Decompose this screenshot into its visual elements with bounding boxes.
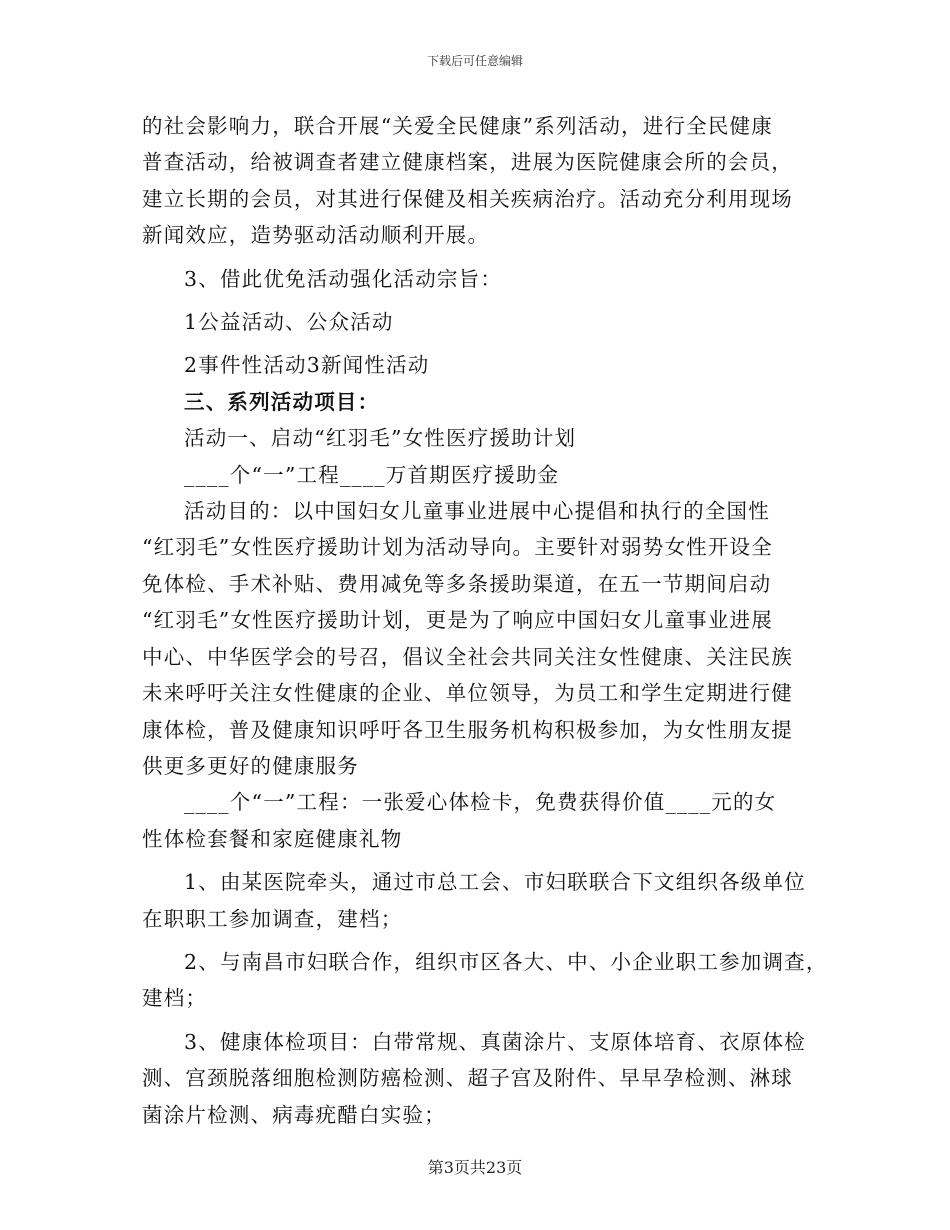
paragraph-line: 的社会影响力，联合开展“关爱全民健康”系列活动，进行全民健康 — [142, 114, 773, 138]
paragraph-line: ____个“一”工程：一张爱心体检卡，免费获得价值____元的女 — [184, 790, 777, 815]
page-number: 第3页共23页 — [427, 1158, 523, 1177]
paragraph-line: 普查活动，给被调查者建立健康档案，进展为医院健康会所的会员， — [142, 150, 793, 175]
paragraph-line: 菌涂片检测、病毒疣醋白实验； — [142, 1102, 446, 1127]
paragraph-line: 测、宫颈脱落细胞检测防癌检测、超子宫及附件、早早孕检测、淋球 — [142, 1066, 793, 1091]
paragraph-line: 中心、中华医学会的号召，倡议全社会共同关注女性健康、关注民族 — [142, 644, 793, 669]
paragraph-line: 2、与南昌市妇联合作，组织市区各大、中、小企业职工参加调查， — [184, 949, 828, 974]
paragraph-line: 在职职工参加调查，建档； — [142, 906, 403, 931]
paragraph-line: “红羽毛”女性医疗援助计划为活动导向。主要针对弱势女性开设全 — [142, 535, 773, 560]
paragraph-line: 1公益活动、公众活动 — [184, 310, 394, 335]
paragraph-line: ____个“一”工程____万首期医疗援助金 — [184, 462, 560, 487]
section-heading: 三、系列活动项目： — [184, 389, 380, 414]
paragraph-line: 建档； — [142, 986, 208, 1011]
paragraph-line: 1、由某医院牵头，通过市总工会、市妇联联合下文组织各级单位 — [184, 870, 806, 895]
paragraph-line: 建立长期的会员，对其进行保健及相关疾病治疗。活动充分利用现场 — [142, 186, 793, 211]
paragraph-line: 康体检，普及健康知识呼吁各卫生服务机构积极参加，为女性朋友提 — [142, 717, 793, 742]
paragraph-line: 活动一、启动“红羽毛”女性医疗援助计划 — [184, 426, 577, 451]
paragraph-line: 新闻效应，造势驱动活动顺利开展。 — [142, 223, 490, 248]
paragraph-line: 2事件性活动3新闻性活动 — [184, 353, 430, 378]
paragraph-line: 性体检套餐和家庭健康礼物 — [142, 826, 403, 851]
paragraph-line: 3、借此优免活动强化活动宗旨： — [184, 266, 503, 291]
paragraph-line: 活动目的：以中国妇女儿童事业进展中心提倡和执行的全国性 — [184, 499, 770, 524]
paragraph-line: 未来呼吁关注女性健康的企业、单位领导，为员工和学生定期进行健 — [142, 681, 793, 706]
paragraph-line: 免体检、手术补贴、费用减免等多条援助渠道，在五一节期间启动 — [142, 571, 772, 596]
paragraph-line: 供更多更好的健康服务 — [142, 753, 359, 778]
paragraph-line: “红羽毛”女性医疗援助计划，更是为了响应中国妇女儿童事业进展 — [142, 608, 773, 633]
page-header: 下载后可任意编辑 — [426, 54, 523, 68]
document-body — [142, 108, 828, 1133]
paragraph-line: 3、健康体检项目：白带常规、真菌涂片、支原体培育、衣原体检 — [184, 1029, 806, 1054]
